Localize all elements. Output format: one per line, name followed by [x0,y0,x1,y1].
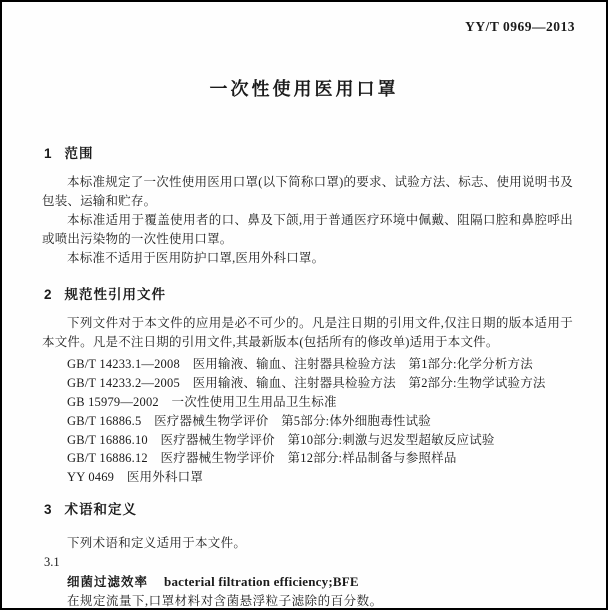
section-2-number: 2 [44,287,52,302]
paragraph: 本标准规定了一次性使用医用口罩(以下简称口罩)的要求、试验方法、标志、使用说明书及包装、运输和贮存。 [42,175,573,208]
section-3-intro: 下列术语和定义适用于本文件。 [67,536,247,550]
section-3-label: 术语和定义 [64,502,138,517]
section-1-number: 1 [44,146,52,161]
reference-item: GB/T 16886.10 医疗器械生物学评价 第10部分:刺激与迟发型超敏反应试验 [67,432,495,447]
reference-item: GB/T 14233.2—2005 医用输液、输血、注射器具检验方法 第2部分:生物学试验方法 [67,375,546,390]
standard-code: YY/T 0969—2013 [465,19,575,34]
term-definition: 在规定流量下,口罩材料对含菌悬浮粒子滤除的百分数。 [67,594,383,608]
references-list [67,355,596,487]
section-1-body [42,173,573,268]
term-name-zh: 细菌过滤效率 [67,575,149,589]
paragraph: 本标准适用于覆盖使用者的口、鼻及下颌,用于普通医疗环境中佩戴、阻隔口腔和鼻腔呼出或喷出污染物的一次性使用口罩。 [42,213,573,246]
reference-item: YY 0469 医用外科口罩 [67,470,204,485]
section-2-label: 规范性引用文件 [64,287,167,302]
reference-item: GB/T 16886.5 医疗器械生物学评价 第5部分:体外细胞毒性试验 [67,413,431,428]
term-name [67,572,359,591]
reference-item: GB/T 16886.12 医疗器械生物学评价 第12部分:样品制备与参照样品 [67,451,457,466]
reference-item: GB/T 14233.1—2008 医用输液、输血、注射器具检验方法 第1部分:化学分析方法 [67,357,533,371]
section-2-intro [42,314,573,352]
reference-item: GB 15979—2002 一次性使用卫生用品卫生标准 [67,394,337,409]
section-1-heading [44,142,94,162]
section-1-label: 范围 [64,146,94,161]
section-3-heading [44,498,137,518]
paragraph: 本标准不适用于医用防护口罩,医用外科口罩。 [67,251,325,265]
section-3-number: 3 [44,502,52,517]
document-title: 一次性使用医用口罩 [209,79,399,99]
term-name-en: bacterial filtration efficiency;BFE [164,574,359,589]
section-2-heading [44,283,166,303]
paragraph: 下列文件对于本文件的应用是必不可少的。凡是注日期的引用文件,仅注日期的版本适用于本文件。凡是不注日期的引用文件,其最新版本(包括所有的修改单)适用于本文件。 [42,316,573,349]
term-number: 3.1 [44,555,60,569]
